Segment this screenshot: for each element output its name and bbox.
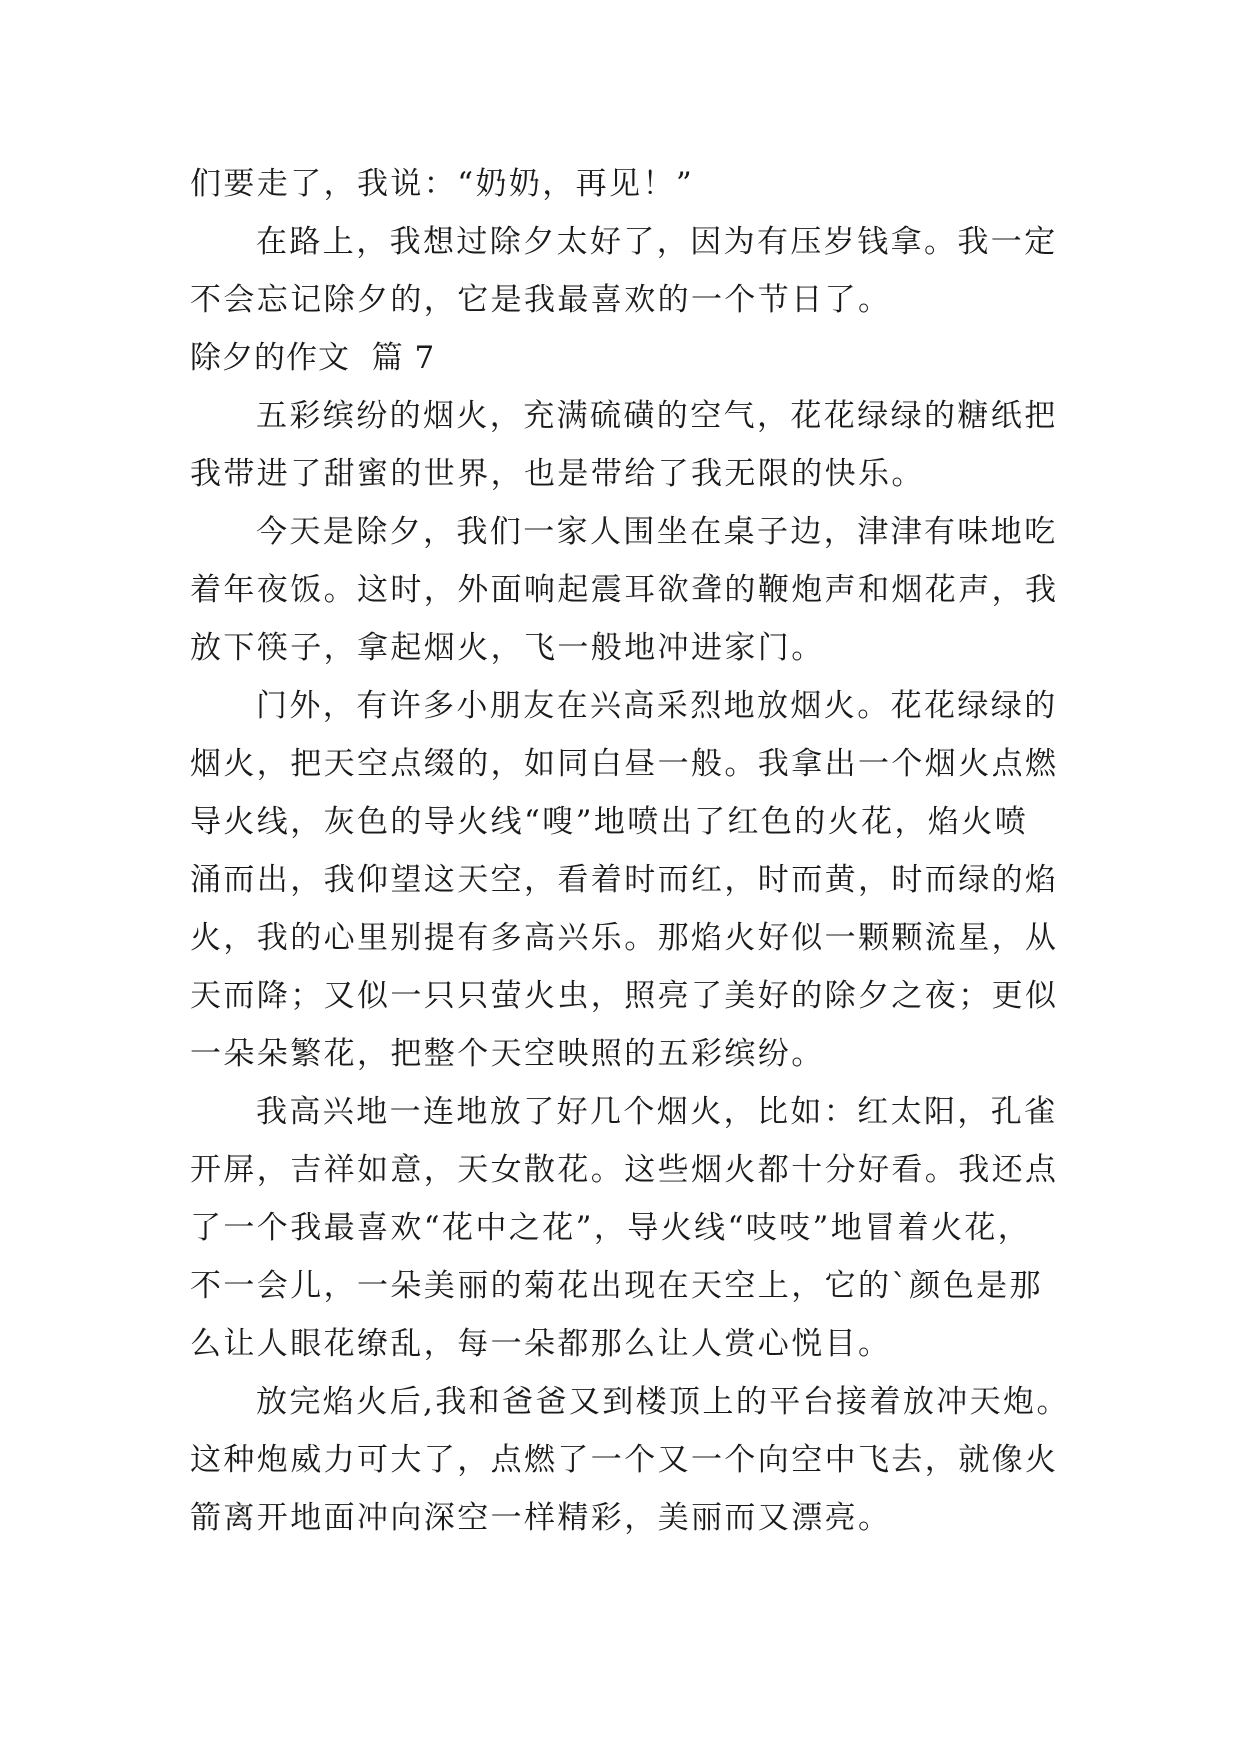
document-body (190, 155, 1070, 1547)
paragraph-start-line: 在路上，我想过除夕太好了，因为有压岁钱拿。我一定 (256, 224, 1058, 260)
text-line: 涌而出，我仰望这天空，看着时而红，时而黄，时而绿的焰 (190, 862, 1059, 898)
text-line: 么让人眼花缭乱，每一朵都那么让人赏心悦目。 (190, 1326, 892, 1362)
text-line: 开屏，吉祥如意，天女散花。这些烟火都十分好看。我还点 (190, 1152, 1059, 1188)
paragraph-start-line: 我高兴地一连地放了好几个烟火，比如：红太阳，孔雀 (256, 1094, 1058, 1130)
text-line: 箭离开地面冲向深空一样精彩，美丽而又漂亮。 (190, 1500, 892, 1536)
paragraph-start-line: 门外，有许多小朋友在兴高采烈地放烟火。花花绿绿的 (256, 688, 1058, 724)
text-line: 导火线，灰色的导火线“嗖”地喷出了红色的火花，焰火喷 (190, 804, 1029, 840)
text-line: 了一个我最喜欢“花中之花”，导火线“吱吱”地冒着火花， (190, 1210, 1032, 1246)
section-heading: 除夕的作文 篇 7 (190, 340, 436, 376)
text-line: 不一会儿，一朵美丽的菊花出现在天空上，它的`颜色是那 (190, 1268, 1043, 1304)
text-line: 火，我的心里别提有多高兴乐。那焰火好似一颗颗流星，从 (190, 920, 1059, 956)
text-line: 不会忘记除夕的，它是我最喜欢的一个节日了。 (190, 282, 892, 318)
text-line: 放下筷子，拿起烟火，飞一般地冲进家门。 (190, 630, 825, 666)
text-line: 天而降；又似一只只萤火虫，照亮了美好的除夕之夜；更似 (190, 978, 1059, 1014)
paragraph-start-line: 今天是除夕，我们一家人围坐在桌子边，津津有味地吃 (256, 514, 1058, 550)
text-line: 们要走了，我说：“奶奶，再见！” (190, 166, 695, 202)
text-line: 我带进了甜蜜的世界，也是带给了我无限的快乐。 (190, 456, 925, 492)
paragraph-start-line: 放完焰火后,我和爸爸又到楼顶上的平台接着放冲天炮。 (256, 1384, 1070, 1420)
paragraph-start-line: 五彩缤纷的烟火，充满硫磺的空气，花花绿绿的糖纸把 (256, 398, 1058, 434)
text-line: 着年夜饭。这时，外面响起震耳欲聋的鞭炮声和烟花声，我 (190, 572, 1059, 608)
text-line: 烟火，把天空点缀的，如同白昼一般。我拿出一个烟火点燃 (190, 746, 1059, 782)
text-line: 这种炮威力可大了，点燃了一个又一个向空中飞去，就像火 (190, 1442, 1059, 1478)
text-line: 一朵朵繁花，把整个天空映照的五彩缤纷。 (190, 1036, 825, 1072)
